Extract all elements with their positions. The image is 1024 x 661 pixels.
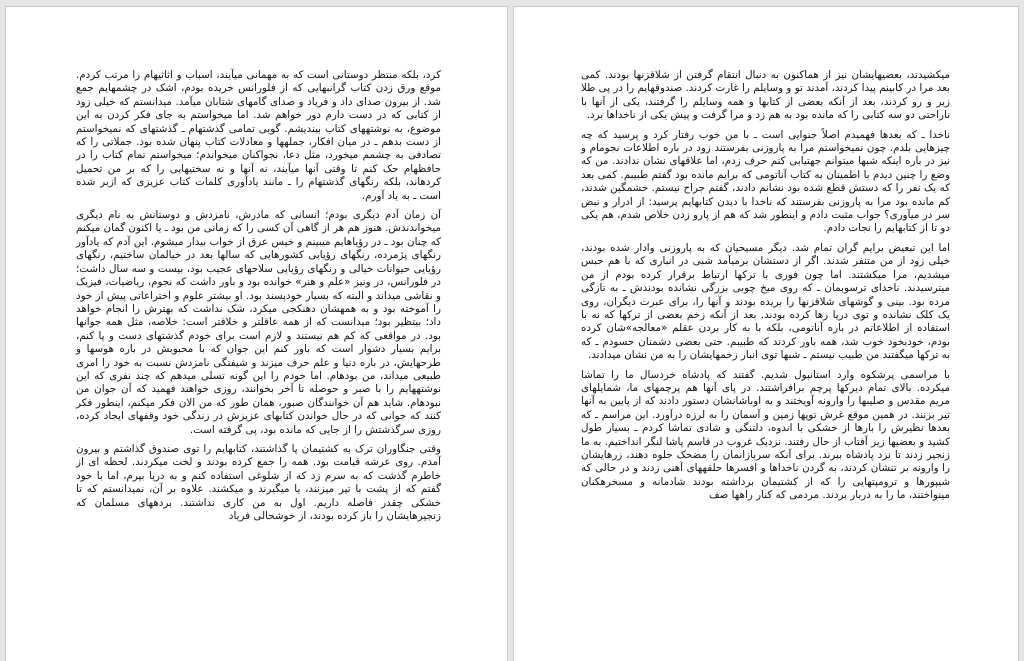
page-left-text <box>76 69 441 529</box>
paragraph: میکشیدند، بعضیهایشان نیز از هماکنون به دنبال انتقام گرفتن از شلاقزنها بودند. کمی بعد مرا در کابینم پیدا کردند، آمدند تو و وسایلم را غارت کردند. صندوقهایم را در پی طلا زیر و رو کردند، بعد از آنکه بعضی از کتابها و همه وسایلم را گرفتند، یکی از آنها با ناراحتی دو سه کتابی را که مانده بود به هم زد و مرا گرفت و پیش یکی از ناخداها برد. <box>581 69 950 122</box>
paragraph: آن زمان آدم دیگری بودم؛ انسانی که مادرش، نامزدش و دوستانش به نام دیگری میخواندندش. هنوز هم هر از گاهی آن کسی را که زمانی من بود ـ یا اکنون گمان میکنم که چنان بود ـ در رؤیاهایم میبینم و خیس عرق از خواب بیدار میشوم. این آدم که یادآور رنگهای پژمرده، رنگهای رؤیایی کشورهایی که سالها بعد در خیالمان ساختیم، رنگهای رؤیایی حیوانات خیالی و رنگهای رؤیایی سلاحهای عجیب بود، بیست و سه سال داشت؛ در فلورانس، در ونیز «علم و هنر» خوانده بود و باور داشت که نجوم، ریاضیات، فیزیک و نقاشی میداند و البته که بسیار خودپسند بود. او بیشتر علوم و اختراعاتی پیش از خود را آموخته بود و به همهشان دهنکجی میکرد، شک نداشت که بهترش را انجام خواهد داد؛ بیتظیر بود؛ میدانست که از همه عاقلتر و خلاقتر است: خلاصه، مثل همه جوانها بود. در مواقعی که کم هم نیستند و لازم است برای خودم گذشتهای دست و پا کنم، برایم بسیار دشوار است که باور کنم این جوان که با محبوبش در باره هوسها و طرحهایش، در باره دنیا و علم حرف میزند و شیفتگی نامزدش نسبت به خود را امری طبیعی میداند، من بودهام. اما خودم را این گونه تسلی میدهم که چند نفری که این نوشتههایم را با صبر و حوصله تا آخر بخوانند، روزی خواهند فهمید که آن جوان من نبودهام. شاید هم آن خوانندگان صبور، همان طور که من الان فکر میکنم، اینطور فکر کنند که جوانی که در حال خواندن کتابهای عزیزش در زندگی خود وقفهای ایجاد کرده، روزی سرگذشتش را از جایی که مانده بود، پی گرفته است. <box>76 209 441 436</box>
paragraph: وقتی جنگاوران ترک به کشتیمان پا گذاشتند، کتابهایم را توی صندوق گذاشتم و بیرون آمدم. روی عرشه قیامت بود. همه را جمع کرده بودند و لخت میکردند. لحظه ای از خاطرم گذشت که به سرم زد که از شلوغی استفاده کنم و به دریا بپرم، اما با خود گفتم که از پشت با تیر میزنند، یا میگیرند و میکشند. علاوه بر آن، نمیدانستم که تا خشکی چقدر فاصله داریم. اول به من کاری نداشتند. بردههای مسلمان که زنجیرهایشان را باز کرده بودند، از خوشحالی فریاد <box>76 442 441 522</box>
paragraph: اما این تبعیض برایم گران تمام شد. دیگر مسیحیان که به پاروزنی وادار شده بودند، خیلی زود از من متنفر شدند. اگر از دستشان برمیآمد شبی در انباری که با هم حبس میشدیم، مرا میکشتند. اما چون فوری با ترکها ارتباط برقرار کرده بودم از من میترسیدند. ناخدای ترسوبمان ـ که روی میخ چوبی بزرگی نشانده بودندش ـ به تازگی مرده بود. بینی و گوشهای شلاقزنها را بریده بودند و آنها را، برای عبرت دیگران، روی یک کلک نشانده و توی دریا رها کرده بودند. بعد از آنکه زخم بعضی از ترکها که نه با استفاده از اطلاعاتم در باره آناتومی، بلکه با به کار بردن عقلم «معالجه»شان کرده بودم، خودبخود خوب شد، همه باور کردند که طبیبم. حتی بعضی دشمنان حسودم ـ که به ترکها میگفتند من طبیب نیستم ـ شبها توی انبار زخمهایشان را به من نشان میدادند. <box>581 241 950 362</box>
paragraph: با مراسمی پرشکوه وارد استانبول شدیم. گفتند که پادشاه خردسال ما را تماشا میکرده. بالای تمام دیرکها پرچم برافراشتند. در پای آنها هم پرچمهای ما، شمایلهای مریم مقدس و صلیبها را وارونه آویختند و به اوباشانشان دستور دادند که از پایین به آنها تیر بزنند. در همین موقع غرش توپها زمین و آسمان را به لرزه درآورد. این مراسم ـ که بعدها نظیرش را بارها از خشکی با اندوه، دلتنگی و شادی تماشا کردم ـ بسیار طول کشید و بعضیها زیر آفتاب از حال رفتند. نزدیک غروب در قاسم پاشا لنگر انداختیم. به ما زنجیر زدند تا نزد پادشاه ببرند. برای آنکه سربازانمان را مضحک جلوه دهند، زرهایشان را وارونه بر تنشان کردند، به گردن ناخداها و افسرها حلقههای آهنی زدند و در حالی که شیپورها و ترومپتهایی را که از کشتیمان برداشته بودند شادمانه و مسخرهکنان مینواختند، ما را به دربار بردند. مردمی که کنار راهها صف <box>581 368 950 502</box>
paragraph: ناخدا ـ که بعدها فهمیدم اصلاً جنوایی است ـ با من خوب رفتار کرد و پرسید که چه چیزهایی بلدم. چون نمیخواستم مرا به پاروزنی بفرستند زود در باره اطلاعات نجومام و نیز در باره اینکه شبها میتوانم جهتیابی کنم حرف زدم، اما علاقهای نشان ندادند. من که وضع را چنین دیدم با اطمینان به کتاب آناتومی که برایم مانده بود گفتم طبیبم. کمی بعد که یک نفر را که دستش قطع شده بود نشانم دادند، گفتم جراح نیستم. خشمگین شدند، کم مانده بود مرا به پاروزنی بفرستند که ناخدا با دیدن کتابهایم پرسید: از ادرار و نبض سر در میآوری؟ جواب مثبت دادم و اینطور شد که هم از پارو زدن خلاص شدم، هم یکی دو تا از کتابهایم را نجات دادم. <box>581 128 950 235</box>
page-right <box>513 6 1019 661</box>
paragraph: کرد، بلکه منتظر دوستانی است که به مهمانی میآیند، اسباب و اثاثیهام را مرتب کردم. موقع ورق زدن کتاب گرانبهایی که از فلورانس خریده بودم، اشک در چشمهایم جمع شد. از بیرون صدای داد و فریاد و صدای گامهای شتابان میآمد. میدانستم که خیلی زود از کتابی که در دست دارم دور خواهم شد. اما میخواستم به جای فکر کردن به این موضوع، به نوشتههای کتاب بیندیشم. گویی تمامی گذشتهام ـ گذشتهای که نمیخواستم از دست بدهم ـ در میان افکار، جملهها و معادلات کتاب پنهان شده بود. جملاتی را که تصادفی به چشمم میخورد، مثل دعا، نجواکنان میخواندم؛ میخواستم تمام کتاب را در حافظهام حک کنم تا وقتی آنها میآیند، نه آنها و نه سختیهایی را که بر من تحمیل کردهاند، بلکه رنگهای گذشتهام را ـ مانند یادآوری کلمات کتاب عزیزی که ازبر شده است ـ به یاد آورم. <box>76 69 441 202</box>
page-left <box>5 6 508 661</box>
page-right-text <box>581 69 950 509</box>
